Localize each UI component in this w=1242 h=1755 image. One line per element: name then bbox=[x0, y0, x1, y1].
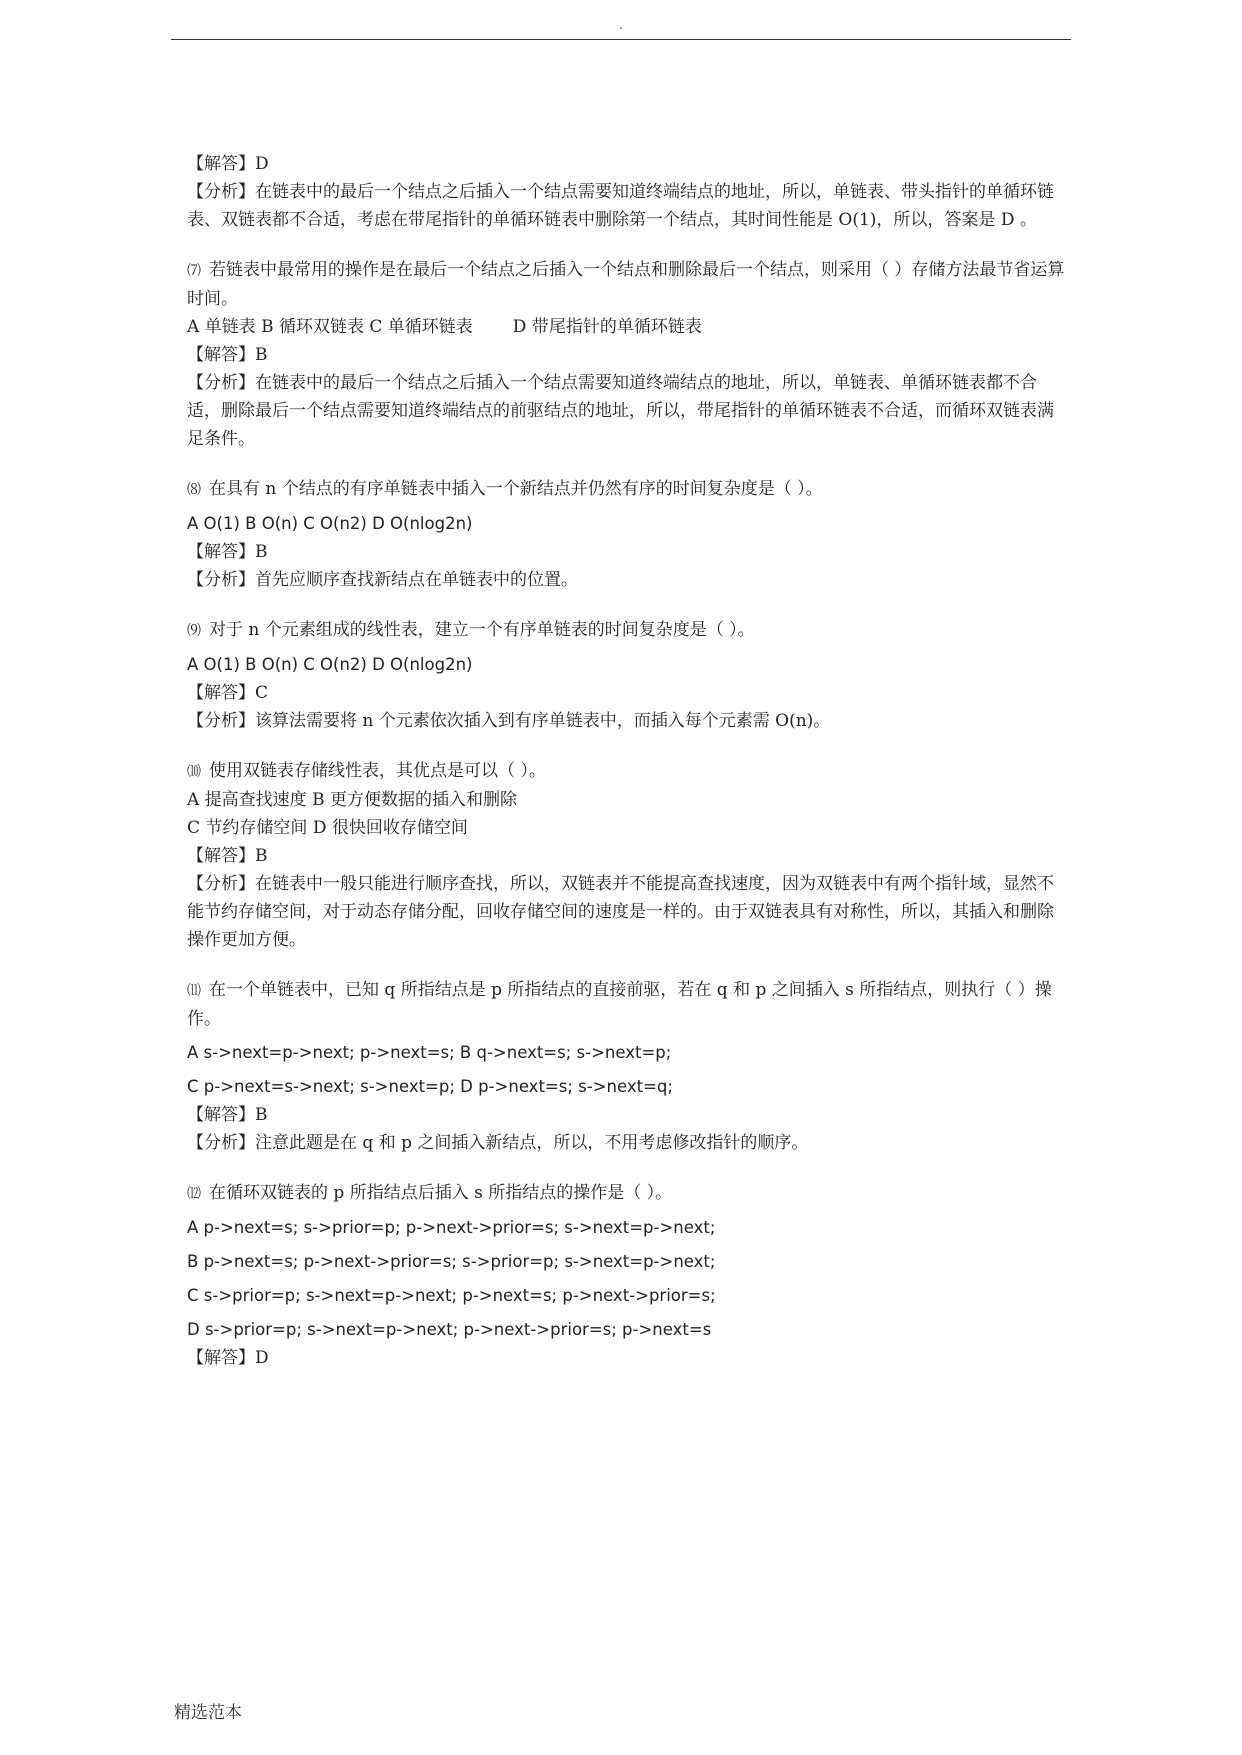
q8-answer: 【解答】B bbox=[187, 542, 268, 562]
q8-analysis: 【分析】首先应顺序查找新结点在单链表中的位置。 bbox=[187, 570, 578, 590]
q11-stem-text: 在一个单链表中，已知 q 所指结点是 p 所指结点的直接前驱，若在 q 和 p 之间插入 s 所指结点，则执行（ ）操作。 bbox=[187, 980, 1052, 1029]
q12-stem-text: 在循环双链表的 p 所指结点后插入 s 所指结点的操作是（ ）。 bbox=[209, 1183, 673, 1203]
q12-stem bbox=[187, 1179, 1067, 1208]
q9-stem bbox=[187, 616, 1067, 645]
q8-stem-text: 在具有 n 个结点的有序单链表中插入一个新结点并仍然有序的时间复杂度是（ ）。 bbox=[209, 479, 823, 499]
q9-options: A O(1) B O(n) C O(n2) D O(nlog2n) bbox=[187, 655, 473, 674]
q10-option-row-2: C 节约存储空间 D 很快回收存储空间 bbox=[187, 818, 468, 838]
q11-option-row-1: A s->next=p->next; p->next=s; B q->next=s; s->next=p; bbox=[187, 1043, 672, 1062]
q10-option-row-1: A 提高查找速度 B 更方便数据的插入和删除 bbox=[187, 790, 517, 810]
q10-answer: 【解答】B bbox=[187, 846, 268, 866]
block6-analysis: 【分析】在链表中的最后一个结点之后插入一个结点需要知道终端结点的地址，所以，单链表、带头指针的单循环链表、双链表都不合适，考虑在带尾指针的单循环链表中删除第一个结点，其时间性能是 O(1)，所以，答案是 D 。 bbox=[187, 182, 1054, 230]
header-mark: . bbox=[619, 18, 623, 32]
q7-answer: 【解答】B bbox=[187, 345, 268, 365]
q8-options: A O(1) B O(n) C O(n2) D O(nlog2n) bbox=[187, 514, 473, 533]
q11-number: ⑾ bbox=[187, 983, 201, 999]
q10-number: ⑽ bbox=[187, 764, 201, 780]
q7-options-a: A 单链表 B 循环双链表 C 单循环链表 bbox=[187, 317, 473, 337]
q9-analysis: 【分析】该算法需要将 n 个元素依次插入到有序单链表中，而插入每个元素需 O(n)。 bbox=[187, 711, 831, 731]
q11-option-row-2: C p->next=s->next; s->next=p; D p->next=s; s->next=q; bbox=[187, 1077, 673, 1096]
header-rule bbox=[171, 39, 1071, 40]
q11-stem bbox=[187, 976, 1067, 1033]
q9-answer: 【解答】C bbox=[187, 683, 269, 703]
document-body bbox=[187, 150, 1067, 1372]
q12-number: ⑿ bbox=[187, 1186, 201, 1202]
q12-option-d: D s->prior=p; s->next=p->next; p->next->prior=s; p->next=s bbox=[187, 1320, 712, 1339]
q7-stem-text: 若链表中最常用的操作是在最后一个结点之后插入一个结点和删除最后一个结点，则采用（ ）存储方法最节省运算时间。 bbox=[187, 260, 1065, 309]
q9-number: ⑼ bbox=[187, 623, 201, 639]
q10-stem-text: 使用双链表存储线性表，其优点是可以（ ）。 bbox=[209, 761, 546, 781]
q11-analysis: 【分析】注意此题是在 q 和 p 之间插入新结点，所以，不用考虑修改指针的顺序。 bbox=[187, 1133, 809, 1153]
q9-stem-text: 对于 n 个元素组成的线性表，建立一个有序单链表的时间复杂度是（ ）。 bbox=[209, 620, 755, 640]
q12-answer: 【解答】D bbox=[187, 1348, 269, 1368]
q8-number: ⑻ bbox=[187, 482, 201, 498]
q12-option-c: C s->prior=p; s->next=p->next; p->next=s; p->next->prior=s; bbox=[187, 1286, 716, 1305]
q12-option-b: B p->next=s; p->next->prior=s; s->prior=p; s->next=p->next; bbox=[187, 1252, 716, 1271]
q10-analysis: 【分析】在链表中一般只能进行顺序查找，所以，双链表并不能提高查找速度，因为双链表中有两个指针域，显然不能节约存储空间，对于动态存储分配，回收存储空间的速度是一样的。由于双链表具有对称性，所以，其插入和删除操作更加方便。 bbox=[187, 874, 1054, 950]
q7-analysis: 【分析】在链表中的最后一个结点之后插入一个结点需要知道终端结点的地址，所以，单链表、单循环链表都不合适，删除最后一个结点需要知道终端结点的前驱结点的地址，所以，带尾指针的单循环链表不合适，而循环双链表满足条件。 bbox=[187, 373, 1054, 449]
footer-text: 精选范本 bbox=[174, 1703, 242, 1723]
q11-answer: 【解答】B bbox=[187, 1105, 268, 1125]
q12-option-a: A p->next=s; s->prior=p; p->next->prior=s; s->next=p->next; bbox=[187, 1218, 716, 1237]
q8-stem bbox=[187, 475, 1067, 504]
block6-answer: 【解答】D bbox=[187, 154, 269, 174]
q7-options bbox=[187, 313, 1067, 341]
q7-number: ⑺ bbox=[187, 263, 201, 279]
q7-options-b: D 带尾指针的单循环链表 bbox=[512, 317, 702, 337]
q7-stem bbox=[187, 256, 1067, 313]
q10-stem bbox=[187, 757, 1067, 786]
